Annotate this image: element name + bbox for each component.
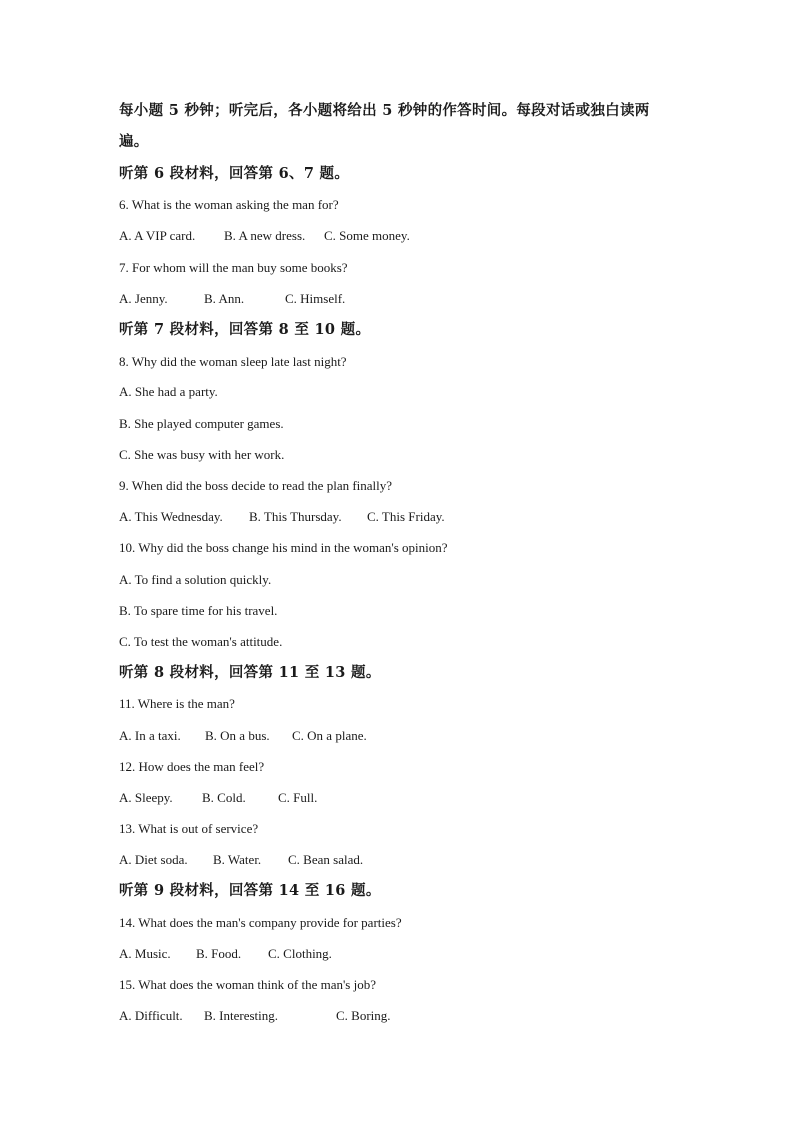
- option-b: B. Interesting.: [204, 1008, 279, 1023]
- option-c: C. Bean salad.: [288, 852, 364, 867]
- option-a: A. She had a party.: [119, 384, 218, 399]
- question-text: 10. Why did the boss change his mind in the woman's opinion?: [119, 540, 448, 555]
- question-text: 9. When did the boss decide to read the plan finally?: [119, 478, 393, 493]
- option-c: C. Boring.: [336, 1008, 391, 1023]
- option-b: B. This Thursday.: [249, 509, 342, 524]
- option-c: C. Some money.: [324, 228, 410, 243]
- section-heading: 听第 7 段材料，回答第 8 至 10 题。: [119, 321, 371, 338]
- option-a: A. To find a solution quickly.: [119, 572, 272, 587]
- section-heading: 听第 9 段材料，回答第 14 至 16 题。: [119, 882, 381, 899]
- section-heading: 听第 8 段材料，回答第 11 至 13 题。: [119, 664, 381, 681]
- option-b: B. Cold.: [202, 790, 246, 805]
- option-b: B. On a bus.: [205, 728, 270, 743]
- answer-options: [119, 852, 363, 868]
- option-b: B. Food.: [196, 946, 242, 961]
- question-text: 14. What does the man's company provide for parties?: [119, 915, 402, 930]
- intro-line-1: 每小题 5 秒钟；听完后，各小题将给出 5 秒钟的作答时间。每段对话或独白读两: [119, 102, 650, 119]
- section-heading: 听第 6 段材料，回答第 6、7 题。: [119, 165, 350, 182]
- option-c: C. Full.: [278, 790, 318, 805]
- answer-options: [119, 509, 445, 525]
- question-text: 15. What does the woman think of the man's job?: [119, 977, 376, 992]
- question-text: 13. What is out of service?: [119, 821, 259, 836]
- question-text: 12. How does the man feel?: [119, 759, 265, 774]
- option-a: A. Sleepy.: [119, 790, 173, 805]
- option-a: A. Diet soda.: [119, 852, 188, 867]
- option-b: B. To spare time for his travel.: [119, 603, 278, 618]
- question-text: 6. What is the woman asking the man for?: [119, 197, 339, 212]
- option-a: A. In a taxi.: [119, 728, 181, 743]
- option-b: B. She played computer games.: [119, 416, 284, 431]
- question-text: 11. Where is the man?: [119, 696, 235, 711]
- answer-options: [119, 1008, 391, 1024]
- option-c: C. To test the woman's attitude.: [119, 634, 283, 649]
- answer-options: [119, 728, 367, 744]
- question-text: 7. For whom will the man buy some books?: [119, 260, 348, 275]
- option-c: C. Clothing.: [268, 946, 332, 961]
- intro-line-2: 遍。: [119, 133, 149, 150]
- option-b: B. A new dress.: [224, 228, 306, 243]
- option-a: A. This Wednesday.: [119, 509, 223, 524]
- option-c: C. On a plane.: [292, 728, 367, 743]
- option-a: A. A VIP card.: [119, 228, 196, 243]
- answer-options: [119, 790, 317, 806]
- option-c: C. This Friday.: [367, 509, 445, 524]
- answer-options: [119, 946, 332, 962]
- option-b: B. Water.: [213, 852, 262, 867]
- answer-options: [119, 291, 345, 307]
- option-a: A. Music.: [119, 946, 171, 961]
- option-b: B. Ann.: [204, 291, 245, 306]
- option-a: A. Jenny.: [119, 291, 168, 306]
- answer-options: [119, 228, 410, 244]
- option-a: A. Difficult.: [119, 1008, 183, 1023]
- option-c: C. She was busy with her work.: [119, 447, 285, 462]
- question-text: 8. Why did the woman sleep late last night?: [119, 354, 347, 369]
- option-c: C. Himself.: [285, 291, 346, 306]
